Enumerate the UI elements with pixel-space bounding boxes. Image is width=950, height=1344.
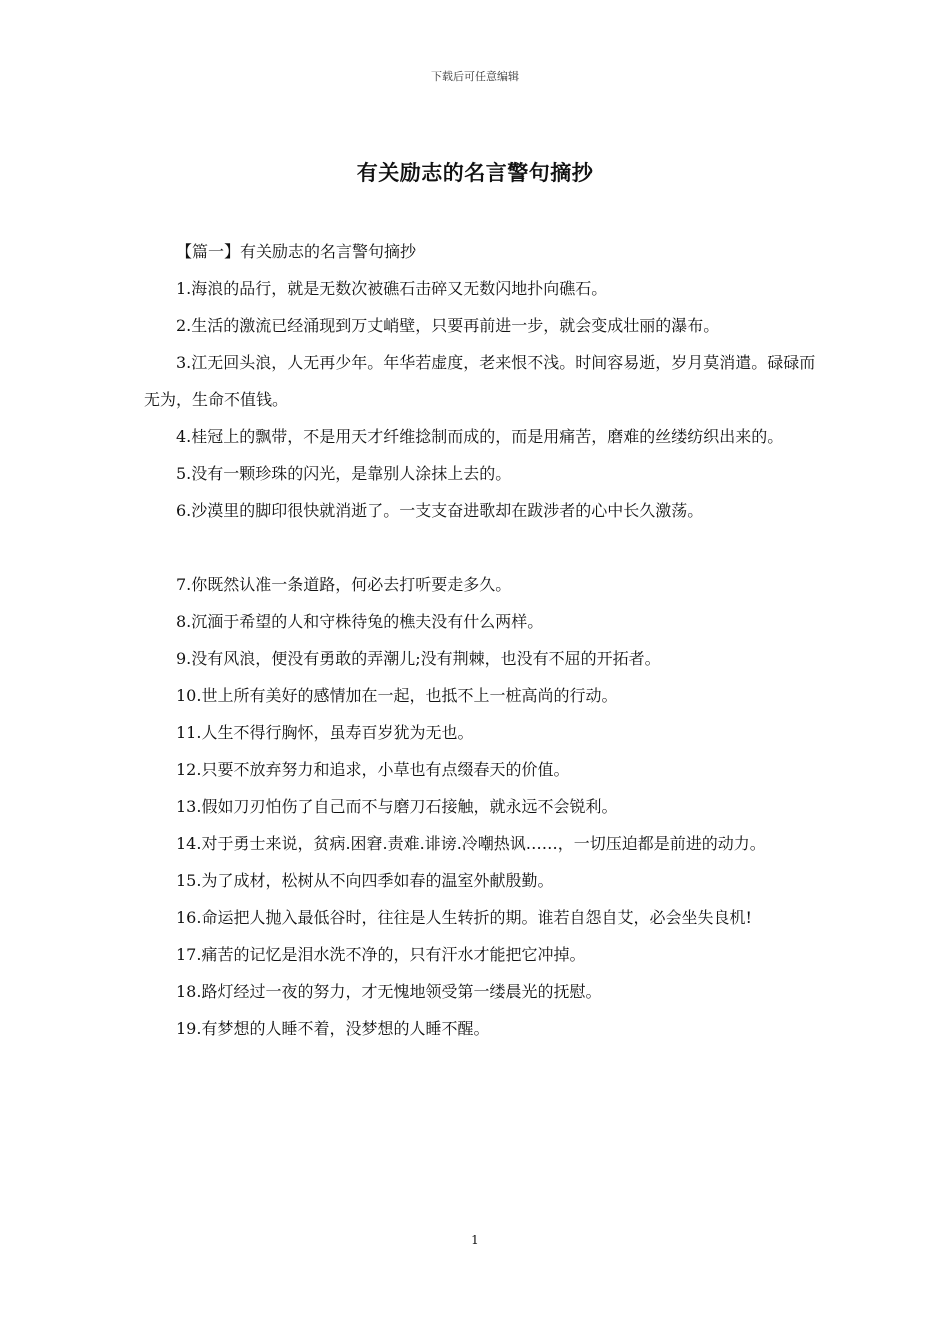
quote-item: 13.假如刀刃怕伤了自己而不与磨刀石接触，就永远不会锐利。 <box>176 797 618 816</box>
quote-item: 10.世上所有美好的感情加在一起，也抵不上一桩高尚的行动。 <box>176 686 618 705</box>
quote-item: 12.只要不放弃努力和追求，小草也有点缀春天的价值。 <box>176 760 570 779</box>
quote-item: 7.你既然认准一条道路，何必去打听要走多久。 <box>176 575 512 594</box>
blank-line <box>144 529 820 566</box>
quote-item: 6.沙漠里的脚印很快就消逝了。一支支奋进歌却在跋涉者的心中长久激荡。 <box>176 501 704 520</box>
quote-item: 2.生活的激流已经涌现到万丈峭壁，只要再前进一步，就会变成壮丽的瀑布。 <box>176 316 720 335</box>
quote-item: 17.痛苦的记忆是泪水洗不净的，只有汗水才能把它冲掉。 <box>176 945 586 964</box>
page-number: 1 <box>471 1233 479 1247</box>
quote-item: 5.没有一颗珍珠的闪光，是靠别人涂抹上去的。 <box>176 464 512 483</box>
document-title: 有关励志的名言警句摘抄 <box>356 160 594 185</box>
quote-item: 16.命运把人抛入最低谷时，往往是人生转折的期。谁若自怨自艾，必会坐失良机! <box>176 908 752 927</box>
section-heading: 【篇一】有关励志的名言警句摘抄 <box>176 242 417 261</box>
quote-item: 14.对于勇士来说，贫病.困窘.责难.诽谤.冷嘲热讽……，一切压迫都是前进的动力。 <box>176 834 766 853</box>
page-header: 下载后可任意编辑 <box>431 70 519 83</box>
quote-item: 18.路灯经过一夜的努力，才无愧地领受第一缕晨光的抚慰。 <box>176 982 602 1001</box>
quote-item: 3.江无回头浪，人无再少年。年华若虚度，老来恨不浅。时间容易逝，岁月莫消遣。碌碌而无为，生命不值钱。 <box>144 353 816 409</box>
quote-item: 11.人生不得行胸怀，虽寿百岁犹为无也。 <box>176 723 474 742</box>
document-body <box>144 233 820 1047</box>
quote-item: 1.海浪的品行，就是无数次被礁石击碎又无数闪地扑向礁石。 <box>176 279 608 298</box>
quote-item: 9.没有风浪，便没有勇敢的弄潮儿;没有荆棘，也没有不屈的开拓者。 <box>176 649 661 668</box>
quote-item: 19.有梦想的人睡不着，没梦想的人睡不醒。 <box>176 1019 490 1038</box>
quote-item: 15.为了成材，松树从不向四季如春的温室外献殷勤。 <box>176 871 554 890</box>
quote-item: 4.桂冠上的飘带，不是用天才纤维捻制而成的，而是用痛苦，磨难的丝缕纺织出来的。 <box>176 427 784 446</box>
quote-item: 8.沉湎于希望的人和守株待兔的樵夫没有什么两样。 <box>176 612 544 631</box>
